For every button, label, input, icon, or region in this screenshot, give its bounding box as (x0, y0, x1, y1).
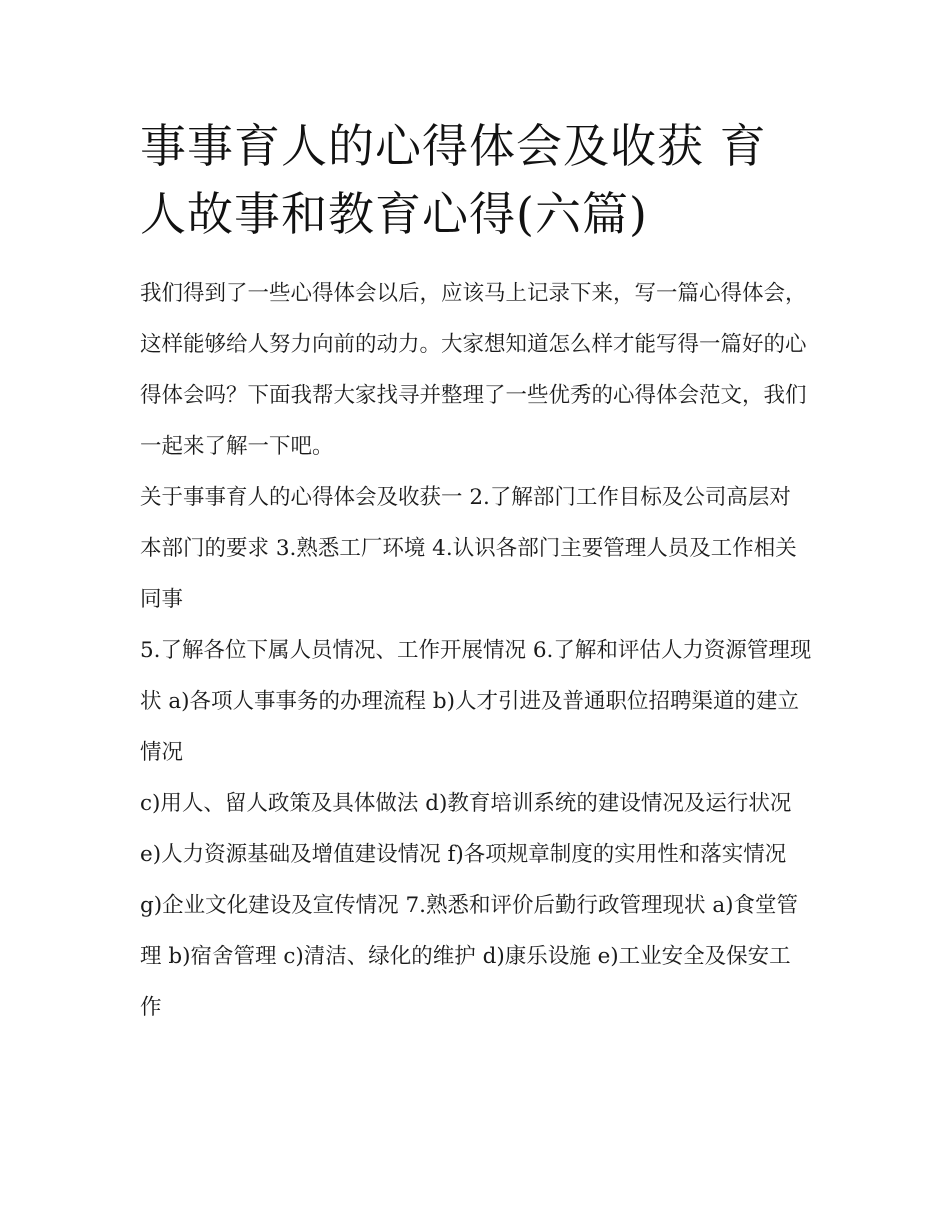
paragraph-items-g-7: g)企业文化建设及宣传情况 7.熟悉和评价后勤行政管理现状 a)食堂管理 b)宿舍管理 c)清洁、绿化的维护 d)康乐设施 e)工业安全及保安工作 (140, 893, 799, 1020)
paragraph-section-one: 关于事事育人的心得体会及收获一 2.了解部门工作目标及公司高层对本部门的要求 3.熟悉工厂环境 4.认识各部门主要管理人员及工作相关同事 (140, 485, 797, 612)
document-body (140, 268, 812, 1033)
paragraph-items-c-f: c)用人、留人政策及具体做法 d)教育培训系统的建设情况及运行状况 e)人力资源基础及增值建设情况 f)各项规章制度的实用性和落实情况 (140, 791, 792, 867)
paragraph-intro: 我们得到了一些心得体会以后，应该马上记录下来，写一篇心得体会，这样能够给人努力向前的动力。大家想知道怎么样才能写得一篇好的心得体会吗？下面我帮大家找寻并整理了一些优秀的心得体会范文，我们一起来了解一下吧。 (140, 281, 807, 459)
paragraph-items-5-6: 5.了解各位下属人员情况、工作开展情况 6.了解和评估人力资源管理现状 a)各项人事事务的办理流程 b)人才引进及普通职位招聘渠道的建立情况 (140, 638, 812, 765)
document-page (140, 112, 812, 1033)
document-title: 事事育人的心得体会及收获 育人故事和教育心得(六篇) (140, 119, 767, 241)
